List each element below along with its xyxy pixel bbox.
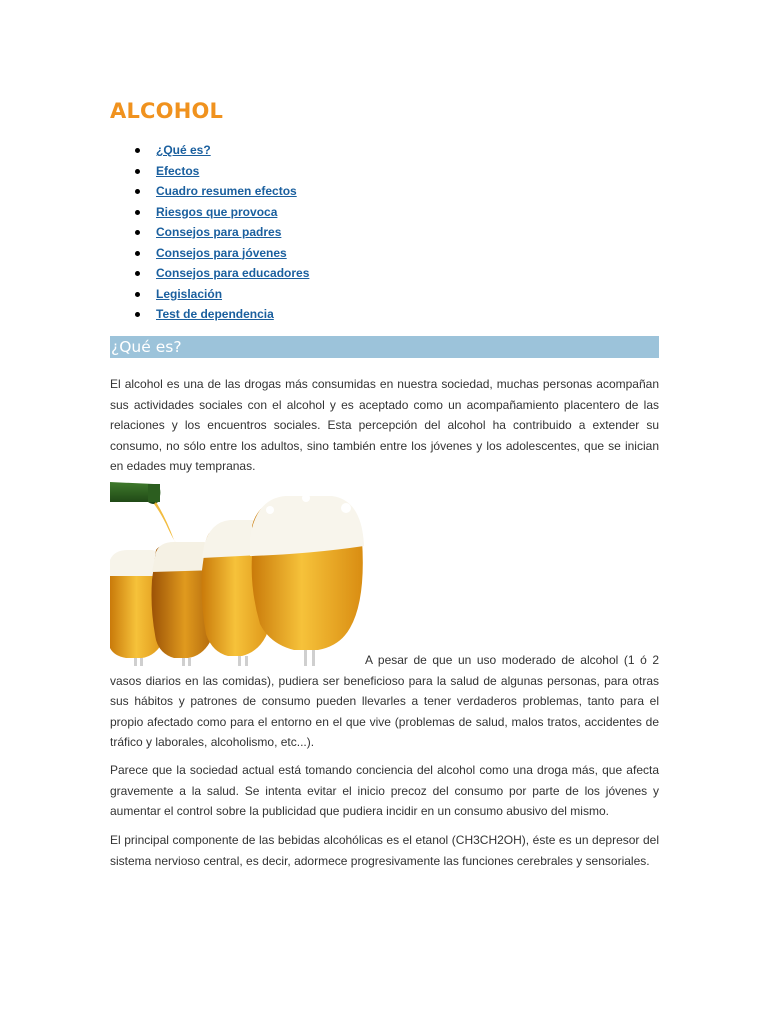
toc-item <box>110 181 309 202</box>
toc-link-consejos-padres[interactable]: Consejos para padres <box>156 225 282 239</box>
paragraph-society: Parece que la sociedad actual está tomando conciencia del alcohol como una droga más, que afecta gravemente a la salud. Se intenta evitar el inicio precoz del consumo por parte de los jóvenes y aumentar el control sobre la publicidad que pudiera incidir en un consumo abusivo del mismo. <box>110 763 659 818</box>
toc-item <box>110 202 309 223</box>
beer-glasses-image <box>110 480 368 668</box>
section-header-bar <box>110 336 659 358</box>
toc-link-consejos-educadores[interactable]: Consejos para educadores <box>156 266 310 280</box>
toc-item <box>110 222 309 243</box>
toc-item <box>110 243 309 264</box>
toc-link-que-es[interactable]: ¿Qué es? <box>156 143 211 157</box>
toc-link-cuadro-resumen[interactable]: Cuadro resumen efectos <box>156 184 297 198</box>
section-heading: ¿Qué es? <box>111 338 182 356</box>
toc-item <box>110 140 309 161</box>
table-of-contents <box>110 140 309 325</box>
toc-item <box>110 284 309 305</box>
toc-link-efectos[interactable]: Efectos <box>156 163 200 178</box>
toc-item <box>110 304 309 325</box>
toc-item <box>110 161 309 182</box>
toc-link-legislacion[interactable]: Legislación <box>156 286 223 301</box>
toc-link-riesgos[interactable]: Riesgos que provoca <box>156 204 278 219</box>
paragraph-intro: El alcohol es una de las drogas más consumidas en nuestra sociedad, muchas personas acompañan sus actividades sociales con el alcohol y es aceptado como un acompañamiento placentero de las relaciones y los encuentros sociales. Esta percepción del alcohol ha contribuido a extender su consumo, no sólo entre los adultos, sino también entre los jóvenes y los adolescentes, que se inician en edades muy tempranas. <box>110 377 659 473</box>
beer-glasses-illustration-icon <box>110 480 368 668</box>
toc-item <box>110 263 309 284</box>
toc-link-consejos-jovenes[interactable]: Consejos para jóvenes <box>156 245 287 260</box>
paragraph-ethanol: El principal componente de las bebidas alcohólicas es el etanol (CH3CH2OH), éste es un depresor del sistema nervioso central, es decir, adormece progresivamente las funciones cerebrales y sensoriales. <box>110 833 659 868</box>
paragraph-moderate-use: A pesar de que un uso moderado de alcohol (1 ó 2 vasos diarios en las comidas), pudiera ser beneficioso para la salud de algunas personas, para otras sus hábitos y patrones de consumo pueden llevarles a tener verdaderos problemas, tanto para el propio afectado como para el entorno en el que vive (problemas de salud, malos tratos, accidentes de tráfico y laborales, alcoholismo, etc...). <box>110 653 659 749</box>
page-title: ALCOHOL <box>110 99 224 123</box>
toc-link-test-dependencia[interactable]: Test de dependencia <box>156 307 274 321</box>
